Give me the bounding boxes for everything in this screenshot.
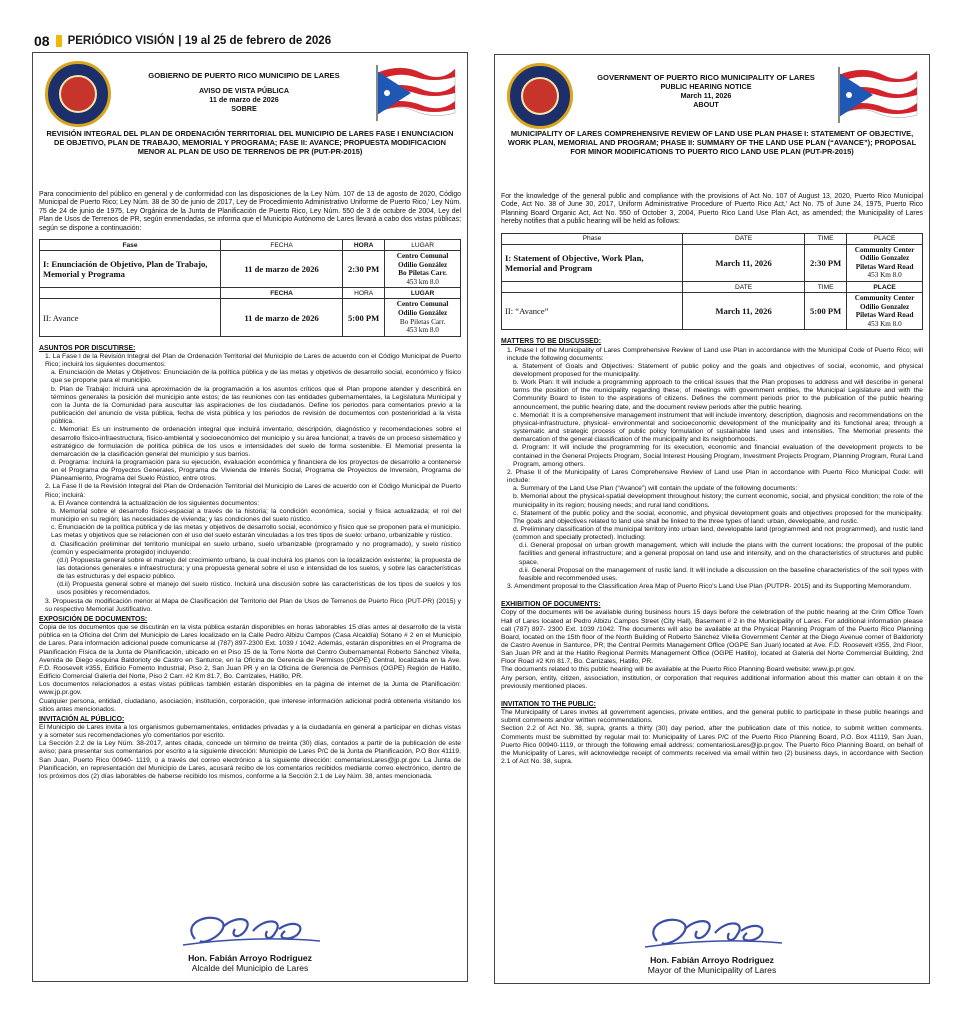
th-hour: TIME [805, 282, 847, 293]
paragraph: The documents related to this public hearing will be available at the Puerto Rico Planning Board website: www.jp.pr.gov. [501, 666, 856, 674]
section-heading: ASUNTOS POR DISCUTIRSE: [39, 344, 136, 352]
list-item: a. Statement of Goals and Objectives: Statement of public policy and the goals and objectives of social, economic, and physical development proposed for the municipality. [513, 362, 923, 378]
th-hour: TIME [805, 233, 847, 244]
cell-phase: I: Enunciación de Objetivo, Plan de Trabajo, Memorial y Programa [40, 251, 221, 288]
cell-place [847, 244, 923, 281]
list-item: b. Memorial sobre el desarrollo físico-espacial a través de la historia; la condición económica, social y física actualizada; el rol del municipio en su región; las necesidades de vivienda; y las condiciones del suelo rústico. [51, 507, 461, 524]
list-item: b. Plan de Trabajo: Incluirá una aproximación de la programación a los asuntos críticos que el Plan propone atender y describirá en términos generales la posición del municipio ante estos; de las reuniones con las entidades gubernamentales, la Legislatura Municipal y con la Junta de la Comunidad para auscultar las aspiraciones de los ciudadanos. Define los periodos para comentarios previo a la publicación del anuncio de vista pública, fecha de vista pública y los periodos de revisión de documentos con posterioridad a la vista pública. [51, 385, 461, 426]
cell-hour: 2:30 PM [343, 251, 385, 288]
cell-date: March 11, 2026 [683, 293, 805, 330]
table-row [40, 299, 461, 336]
list-item: (d.i) Propuesta general sobre el manejo del crecimiento urbano, la cual incluirá los planos con la localización existente; la propuesta de las dotaciones generales e infraestructura; y una propuesta general sobre el uso e intensidad de los suelos, y sobre las características de las estructuras y del espacio público. [57, 556, 461, 581]
th-place: LUGAR [385, 240, 461, 251]
list-item: b. Work Plan: It will include a programming approach to the critical issues that the Plan proposes to address and will describe in general terms the position of the municipality regarding these; of meetings with government entities, the Municipal Legislature and with the Community Board to listen to the aspirations of citizens. Defines the comment periods prior to the publication of the public hearing announcement, the public hearing date, and the document review periods after the public hearing. [513, 379, 923, 411]
list-item: a. Enunciación de Metas y Objetivos: Enunciación de la política pública y de las metas y objetivos de desarrollo social, económico y físico que se propone para el municipio. [51, 369, 461, 385]
table-header-row [502, 233, 923, 244]
paragraph: Copia de los documentos que se discutirán en la vista pública estarán disponibles en horas laborables 15 días antes al desarrollo de la vista pública en la Oficina del Crim del Municipio de Lares localizado en la Calle Pedro Albizu Campos (Casa Alcaldía) Sótano # 2 en el Municipio de Lares. Para información adicional puede comunicarse al (787) 897-2300 Ext. 1039 / 1042. Además, estarán disponibles en el Programa de Planificación Física de la Junta de Planificación, ubicado en el Piso 15 de la Torre Norte del Centro Gubernamental Roberto Sánchez Vilella, Avenida de Diego esquina Baldorioty de Castro en Santurce, en la Oficina de Gerencia de Permisos (OGPE) Central, localizada en la Ave. F.D. Roosevelt #355, Edificio Fomento Industrial, Piso 2, San Juan PR y en la Oficina de Gerencia de Permisos (OGPE) Región de Hatillo, Edificio Comercial Galería del Norte, Piso 2 Carr. #2 Km 81.7, Bo. Carrizales, Hatillo, PR. [39, 624, 461, 681]
cell-hour: 5:00 PM [343, 299, 385, 336]
masthead-accent [56, 35, 62, 47]
cell-date: 11 de marzo de 2026 [221, 299, 343, 336]
list-item: b. Memorial about the physical-spatial development throughout history; the current economic, social, and physical condition; the role of the municipality in its region; housing needs; and rural land conditions. [513, 493, 923, 509]
notice-english [494, 54, 930, 984]
list-item: d. Preliminary classification of the municipal territory into urban land, developable land (programmed and not programmed), and rustic land (common and specially protected). Including: [513, 525, 923, 542]
signer-name: Hon. Fabián Arroyo Rodriguez [188, 953, 312, 963]
notice-spanish [32, 52, 468, 982]
paragraph: Los documentos relacionados a estas vistas públicas también estarán disponibles en la página de internet de la Junta de Planificación: www.jp.pr.gov. [39, 681, 461, 697]
th-date: DATE [683, 233, 805, 244]
th-date: FECHA [221, 288, 343, 299]
th-place: PLACE [847, 282, 923, 293]
th-date: FECHA [221, 240, 343, 251]
place-line: Odilio González [397, 309, 448, 317]
list-item: d. Programa: Incluirá la programación para su ejecución, evaluación económica y financiera de los proyectos de desarrollo a contenerse en el Programa de Proyectos Generales, Programa de Vivienda de Interés Social, Programa de Proyectos de Inversión, Programa de Planeamiento, Programa del Suelo Rústico, entre otros. [51, 458, 461, 483]
list-item: (d.ii) Propuesta general sobre el manejo del suelo rústico. Incluirá una discusión sobre las características de los tipos de suelos y los usos posibles y recomendados. [57, 581, 461, 597]
puerto-rico-flag-icon [833, 61, 919, 123]
cell-phase: I: Statement of Objective, Work Plan, Memorial and Program [502, 244, 683, 281]
notice-body [501, 338, 923, 766]
notice-type: AVISO DE VISTA PÚBLICA [198, 86, 290, 95]
table-row [40, 251, 461, 288]
cell-hour: 5:00 PM [805, 293, 847, 330]
cell-phase: II: Avance [40, 299, 221, 336]
section-heading: EXPOSICIÓN DE DOCUMENTOS: [39, 615, 148, 623]
masthead [34, 34, 331, 48]
place-line: 453 km 8.0 [406, 277, 439, 286]
paragraph: Cualquier persona, entidad, ciudadano, asociación, institución, corporación, que interese información adicional podrá obtenerla visitando los sitios antes mencionados. [39, 697, 461, 713]
table-row [502, 244, 923, 281]
table-header-row [40, 288, 461, 299]
cell-place [847, 293, 923, 330]
signer-role: Mayor of the Municipality of Lares [647, 965, 777, 975]
th-phase [40, 288, 221, 299]
issue-date: | 19 al 25 de febrero de 2026 [178, 35, 332, 47]
cell-place [385, 299, 461, 336]
cell-date: 11 de marzo de 2026 [221, 251, 343, 288]
list-item: a. El Avance contendrá la actualización de los siguientes documentos: [51, 499, 260, 507]
list-item: 2. La Fase II de la Revisión Integral del Plan de Ordenación Territorial del Municipio de Lares de acuerdo con el Código Municipal de Puerto Rico; incluirá: [45, 483, 461, 499]
table-row [502, 293, 923, 330]
page-number: 08 [34, 33, 50, 49]
signature-block [495, 913, 929, 975]
th-hour: HORA [343, 288, 385, 299]
th-hour: HORA [343, 240, 385, 251]
signer-role: Alcalde del Municipio de Lares [191, 963, 309, 973]
section-heading: MATTERS TO BE DISCUSSED: [501, 338, 602, 346]
cell-phase: II: “Avance” [502, 293, 683, 330]
notice-date: 11 de marzo de 2026 [209, 95, 279, 104]
section-heading: INVITACIÓN AL PÚBLICO: [39, 715, 125, 723]
list-item: c. Memorial: It is a comprehensive management instrument that will include inventory, description, diagnosis and recommendations on the physical-infrastructure, physical- environmental and socioeconomic development of the municipality and its functional area; through a systematic and strategic process of public policy formulation of sustainable land uses and intensities. The Memorial presents the demarcation of the general classification of the municipality and its neighborhoods. [513, 411, 923, 444]
municipal-seal-icon [507, 63, 573, 129]
place-line: Odilio González [397, 260, 448, 269]
notice-about: ABOUT [693, 100, 719, 109]
list-item: c. Statement of the public policy and the social, economic, and physical development goals and objectives proposed for the municipality. The goals and objectives related to land use shall be linked to the three types of land: urban, developable, and rustic. [513, 509, 923, 525]
list-item: 2. Phase II of the Municipality of Lares Comprehensive Review of Land use Plan in accordance with Puerto Rico Municipal Code: will include: [507, 468, 923, 485]
notice-date: March 11, 2026 [680, 91, 732, 100]
list-item: a. Summary of the Land Use Plan (“Avance”) will contain the update of the following documents: [513, 485, 798, 493]
list-item: c. Enunciación de la política pública y de las metas y objetivos de desarrollo social, económico y físico que se proponen para el municipio. Las metas y objetivos que se relacionen con el uso del suelo estarán vinculadas a los tres tipos de suelo: urbano, urbanizable y rústico. [51, 524, 461, 540]
place-line: Bo Piletas Carr. [399, 317, 446, 326]
section-heading: INVITATION TO THE PUBLIC: [501, 700, 596, 708]
th-phase [502, 282, 683, 293]
th-place: PLACE [847, 233, 923, 244]
newspaper-name: PERIÓDICO VISIÓN [67, 35, 175, 47]
cell-place [385, 251, 461, 288]
list-item: d. Clasificación preliminar del territorio municipal en suelo urbano, suelo urbanizable (programado y no programado), y suelo rústico (común y especialmente protegido) incluyendo: [51, 540, 461, 556]
signature-icon [637, 913, 787, 953]
notice-about: SOBRE [231, 104, 257, 113]
notice-title: REVISIÓN INTEGRAL DEL PLAN DE ORDENACIÓN TERRITORIAL DEL MUNICIPIO DE LARES FASE I ENUNCIACION DE OBJETIVO, PLAN DE TRABAJO, MEMORIAL Y PROGRAMA; FASE II: AVANCE; PROPUESTA MODIFICACION MENOR AL PLAN DE USO DE TERRENOS DE PR (PUT-PR-2015) [46, 129, 454, 156]
place-line: Community Center [854, 245, 915, 254]
list-item: 3. Amendment proposal to the Classification Area Map of Puerto Rico's Land Use Plan (PUTPR- 2015) and its Supporting Memorandum. [507, 583, 912, 591]
place-line: 453 Km 8.0 [867, 271, 902, 280]
municipal-seal-icon [45, 61, 111, 127]
cell-hour: 2:30 PM [805, 244, 847, 281]
th-date: DATE [683, 282, 805, 293]
paragraph: La Sección 2.2 de la Ley Núm. 38-2017, antes citada, concede un término de treinta (30) días, contados a partir de la publicación de este aviso; para presentar sus comentarios por escrito a la siguiente dirección: Municipio de Lares P/C de la Junta de Planificación, P.O Box 41119, San Juan, Puerto Rico 00940- 1119, o a través del correo electrónico a la siguiente dirección: comentariosLares@jp.pr.gov. La Junta de Planificación, en representación del Municipio de Lares, acusará recibo de los comentarios recibidos mediante correo electrónico, dentro de los próximos dos (2) días laborables de haberse recibido los mismos, conforme a la Sección 2.1 de Ley Núm. 38, antes mencionada. [39, 740, 461, 780]
notice-body [39, 345, 461, 781]
th-phase: Phase [502, 233, 683, 244]
intro-paragraph: Para conocimiento del público en general y de conformidad con las disposiciones de la Ley Núm. 107 de 13 de agosto de 2020, Código Municipal de Puerto Rico; Ley Núm. 38 de 30 de junio de 2017, Ley de Procedimiento Administrativo Uniforme de Puerto Rico,' Ley Núm. 75 de 24 de junio de 1975, Ley Orgánica de la Junta de Planificación de Puerto Rico, Ley Núm. 550 de 3 de octubre de 2004, Ley del Plan de Usos de Terrenos de PR, según enmendadas, se informa que el Municipio Autónomo de Lares llevará a cabo dos vistas públicas; según se dispone a continuación: [39, 191, 461, 232]
paragraph: The Municipality of Lares invites all government agencies, private entities, and the general public to participate in these public hearings and submit comments and/or written recommendations. [501, 709, 923, 725]
government-name: GOBIERNO DE PUERTO RICO MUNICIPIO DE LARES [148, 71, 340, 80]
cell-date: March 11, 2026 [683, 244, 805, 281]
th-place: LUGAR [385, 288, 461, 299]
place-line: Centro Comunal [396, 300, 449, 309]
place-line: 453 km 8.0 [406, 326, 439, 335]
paragraph: Section 2.2 of Act No. 38, supra, grants a thirty (30) day period, after the publication date of this notice, to submit written comments. Comments must be submitted by regular mail to: Municipality of Lares P/C of the Puerto Rico Planning Board, P.O. Box 41119, San Juan, Puerto Rico 00940-1119, or through the following email address: comentariosLares@jp.pr.gov. The Puerto Rico Planning Board, on behalf of the Municipality of Lares, will acknowledge receipt of comments received via email within two (2) business days, in accordance with Section 2.1 of Act No. 38, supra. [501, 725, 923, 766]
notice-header [501, 59, 923, 191]
signature-block [33, 911, 467, 973]
list-item: d.i. General proposal on urban growth management, which will include the plans with the current locations; the proposal of the public facilities and general infrastructure; and a general proposal on land use and intensity, and on the characteristics of structures and public space. [519, 542, 923, 566]
notice-header [39, 57, 461, 189]
list-item: c. Memorial: Es un instrumento de ordenación integral que incluirá inventario, descripción, diagnóstico y recomendaciones sobre el desarrollo físico-infraestructura, físico-ambiental y socioeconómico del municipio y su área funcional; a través de un proceso sistemático y estratégico de formulación de política pública de los usos e intensidades del suelo de forma sostenible. El Memorial presenta la demarcación de la clasificación general del municipio y sus barrios. [51, 426, 461, 458]
th-phase: Fase [40, 240, 221, 251]
paragraph: El Municipio de Lares invita a los organismos gubernamentales, entidades privadas y a la ciudadanía en general a participar en dichas vistas y a someter sus recomendaciones y/o comentarios por escrito. [39, 723, 461, 740]
list-item: d. Program: It will include the programming for its execution, economic and financial evaluation of the development projects to be contained in the General Projects Program, Social Interest Housing Program, Investment Projects Program, Planning Program, Rural Land Program, among others. [513, 444, 923, 468]
place-line: Odilio Gonzalez [859, 254, 910, 263]
paragraph: Copy of the documents will be available during business hours 15 days before the celebration of the public hearing at the Crim Office Town Hall of Lares located at Pedro Albizu Campos Street (City Hall), Basement # 2 in the Municipality of Lares. For additional information please call (787) 897- 2300 Ext. 1039 /1042. The documents will also be available at the Physical Planning Program of the Puerto Rico Planning Board, located on the 15th floor of the North Building of Roberto Sánchez Vilella Government Center at the Diego Avenue corner of Baldorioty de Castro Avenue in Santurce, PR; the Central Permits Management Office (OGPE San Juan) located at Ave. F.D. Roosevelt #355, 2nd Floor, San Juan PR and at the Hatillo Regional Permits Management Office (OGPE Hatillo), located at Galeria del Norte Commercial Building, 2nd Floor Road #2 Km 81.7, Bo. Carrizales, Hatillo, PR. [501, 609, 923, 666]
intro-paragraph: For the knowledge of the general public and compliance with the provisions of Act No. 107 of August 13, 2020, Puerto Rico Municipal Code, Act No. 38 of June 30, 2017, Uniform Administrative Procedure of Puerto Rico Act,' Act No. 75 of June 24, 1975, Puerto Rico Planning Board Organic Act, Act No. 550 of October 3, 2004, Puerto Rico Land Use Plan Act, as amended; the Municipality of Lares hereby notifies that a public hearing will be held as follows: [501, 193, 923, 226]
list-item: 3. Propuesta de modificación menor al Mapa de Clasificación del Territorio del Plan de Usos de Terrenos de Puerto Rico (PUT-PR) (2015) y su respectivo Memorial Justificativo. [45, 597, 461, 613]
table-header-row [40, 240, 461, 251]
place-line: Piletas Ward Road [855, 262, 914, 271]
place-line: Bo Piletas Carr. [398, 269, 447, 278]
section-heading: EXHIBITION OF DOCUMENTS: [501, 601, 601, 609]
government-name: GOVERNMENT OF PUERTO RICO MUNICIPALITY OF LARES [597, 73, 815, 82]
list-item: 1. La Fase I de la Revisión Integral del Plan de Ordenación Territorial del Municipio de Lares de acuerdo con el Código Municipal de Puerto Rico; incluirá los siguientes documentos: [45, 352, 461, 369]
place-line: Piletas Ward Road [855, 311, 914, 320]
list-item: d.ii. General Proposal on the management of rustic land. It will include a discussion on the baseline characteristics of the soil types with feasible and recommended uses. [519, 566, 923, 582]
paragraph: Any person, entity, citizen, association, institution, or corporation that requires additional information about this matter can obtain it on the previously mentioned places. [501, 674, 923, 690]
place-line: Odilio Gonzalez [859, 302, 910, 311]
signer-name: Hon. Fabián Arroyo Rodriguez [650, 955, 774, 965]
header-text [579, 73, 833, 109]
list-item: 1. Phase I of the Municipality of Lares Comprehensive Review of Land use Plan in accordance with the Municipal Code of Puerto Rico; will include the following documents: [507, 346, 923, 362]
notice-title: MUNICIPALITY OF LARES COMPREHENSIVE REVIEW OF LAND USE PLAN PHASE I: STATEMENT OF OBJECTIVE, WORK PLAN, MEMORIAL AND PROGRAM; PHASE II: SUMMARY OF THE LAND USE PLAN (“AVANCE”); PROPOSAL FOR MINOR MODIFICATIONS TO PUERTO RICO LAND USE PLAN (PUT-PR-2015) [507, 129, 917, 156]
place-line: 453 Km 8.0 [867, 319, 902, 328]
table-header-row [502, 282, 923, 293]
place-line: Centro Comunal [396, 252, 449, 261]
notice-type: PUBLIC HEARING NOTICE [660, 82, 752, 91]
signature-icon [175, 911, 325, 951]
place-line: Community Center [854, 294, 915, 302]
hearing-schedule-table [501, 233, 923, 331]
hearing-schedule-table [39, 239, 461, 337]
puerto-rico-flag-icon [371, 59, 457, 121]
header-text [117, 71, 371, 113]
